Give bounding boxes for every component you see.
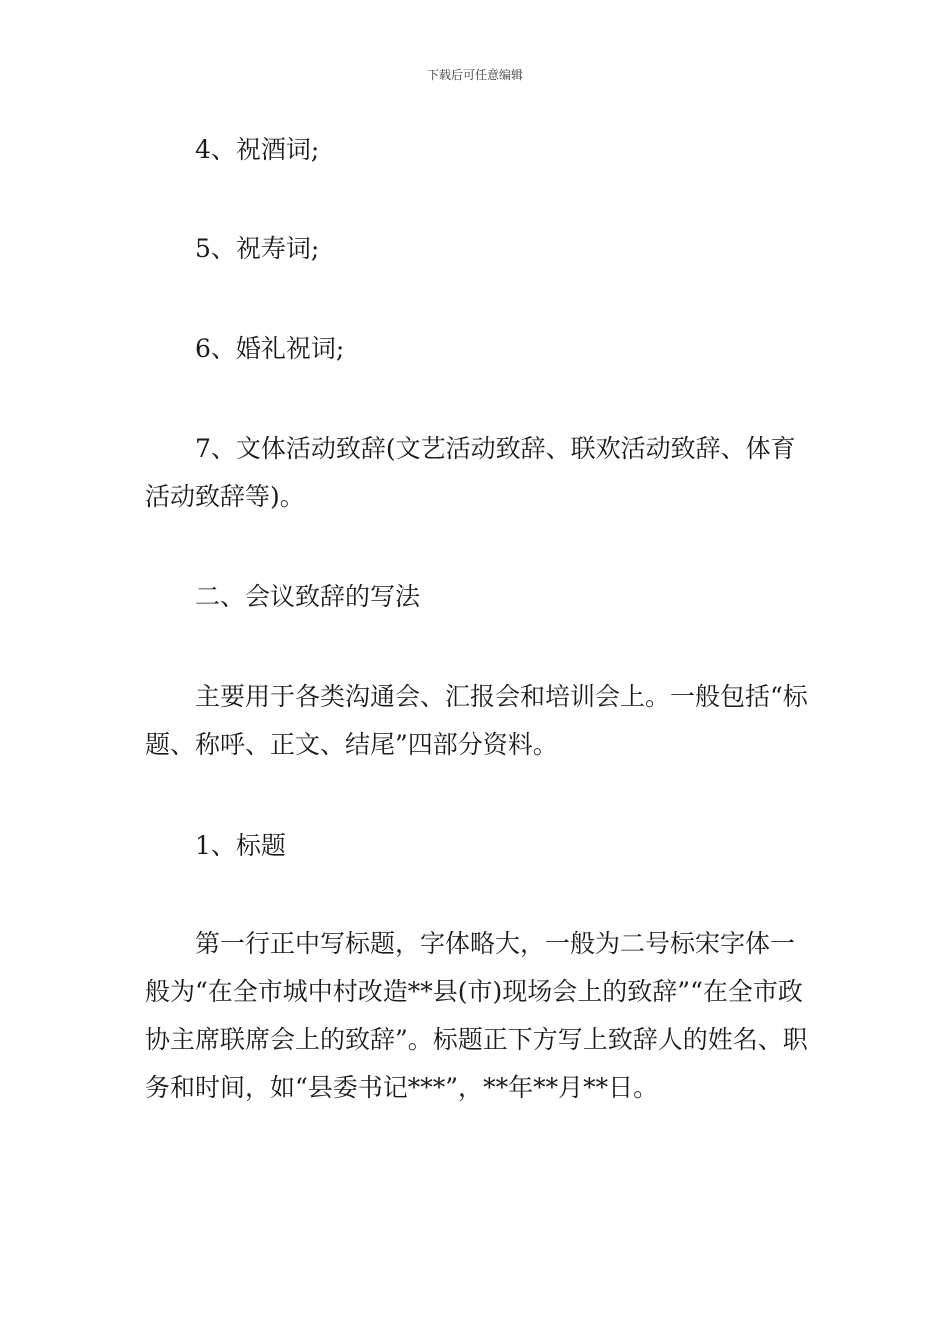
body-paragraph-meeting-intro: 主要用于各类沟通会、汇报会和培训会上。一般包括“标题、称呼、正文、结尾”四部分资料。 [145, 682, 808, 759]
page-header-note: 下载后可任意编辑 [426, 68, 523, 82]
list-item-wedding-speech: 6、婚礼祝词; [195, 334, 345, 363]
list-item-toast: 4、祝酒词; [195, 135, 320, 164]
list-item-birthday-speech: 5、祝寿词; [195, 234, 320, 263]
subheading-title: 1、标题 [195, 831, 286, 860]
body-paragraph-title-rules: 第一行正中写标题，字体略大，一般为二号标宋字体一般为“在全市城中村改造**县(市)现场会上的致辞”“在全市政协主席联席会上的致辞”。标题正下方写上致辞人的姓名、职务和时间，如“县委书记***”，**年**月**日。 [145, 929, 808, 1102]
list-item-cultural-sports-speech: 7、文体活动致辞(文艺活动致辞、联欢活动致辞、体育活动致辞等)。 [145, 434, 796, 511]
section-heading-meeting-speech: 二、会议致辞的写法 [195, 582, 421, 611]
